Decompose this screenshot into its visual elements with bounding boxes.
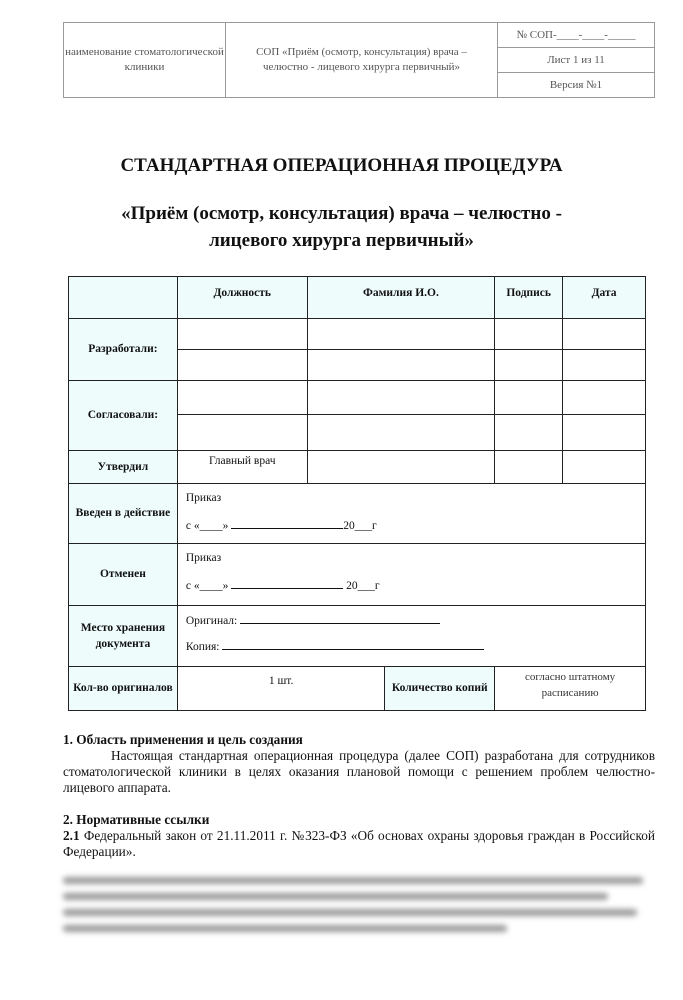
cell[interactable] xyxy=(177,415,307,451)
sop-number: № СОП-____-____-_____ xyxy=(498,23,655,48)
clinic-name: наименование стоматологической клиники xyxy=(64,23,226,98)
row-approved: Утвердил xyxy=(69,451,178,484)
cell[interactable] xyxy=(307,319,495,350)
cell[interactable] xyxy=(495,350,563,381)
approved-position: Главный врач xyxy=(177,451,307,484)
date-blank[interactable] xyxy=(231,578,343,589)
col-date: Дата xyxy=(563,277,646,319)
order-label: Приказ xyxy=(185,552,222,564)
cell[interactable] xyxy=(307,381,495,415)
cell[interactable] xyxy=(563,319,646,350)
cell[interactable] xyxy=(495,451,563,484)
col-position: Должность xyxy=(177,277,307,319)
original-label: Оригинал: xyxy=(185,615,238,627)
row-originals-count: Кол-во оригиналов xyxy=(69,667,178,711)
date-prefix: с «____» xyxy=(185,580,232,592)
row-enacted: Введен в действие xyxy=(69,484,178,544)
row-cancelled: Отменен xyxy=(69,544,178,606)
page-title: СТАНДАРТНАЯ ОПЕРАЦИОННАЯ ПРОЦЕДУРА xyxy=(120,155,563,176)
copy-label: Копия: xyxy=(185,641,220,653)
copy-field[interactable] xyxy=(222,639,484,650)
item-text: Федеральный закон от 21.11.2011 г. №323-ФЗ «Об основах охраны здоровья граждан в Российской Федерации». xyxy=(63,828,655,859)
sop-title: СОП «Приём (осмотр, консультация) врача – челюстно - лицевого хирурга первичный» xyxy=(226,23,498,98)
header-empty xyxy=(69,277,178,319)
approval-table xyxy=(68,276,646,711)
copies-count: согласно штатному расписанию xyxy=(495,667,646,711)
version: Версия №1 xyxy=(498,73,655,98)
cell[interactable] xyxy=(495,415,563,451)
blurred-content xyxy=(63,868,655,941)
cell[interactable] xyxy=(495,381,563,415)
section-heading: 2. Нормативные ссылки xyxy=(63,812,210,827)
sheet-number: Лист 1 из 11 xyxy=(498,48,655,73)
subtitle-line-2: лицевого хирурга первичный» xyxy=(209,230,474,251)
cell[interactable] xyxy=(563,381,646,415)
order-label: Приказ xyxy=(185,492,222,504)
document-header xyxy=(63,22,655,98)
cell[interactable] xyxy=(563,415,646,451)
cell[interactable] xyxy=(495,319,563,350)
cell[interactable] xyxy=(177,350,307,381)
section-text: Настоящая стандартная операционная процедура (далее СОП) разработана для сотрудников стоматологической клиники в целях оказания плановой помощи с решением проблем челюстно-лицевого аппарата. xyxy=(63,748,655,795)
row-storage: Место хранения документа xyxy=(69,606,178,667)
cell[interactable] xyxy=(177,319,307,350)
cell[interactable] xyxy=(307,415,495,451)
date-blank[interactable] xyxy=(231,518,343,529)
cell[interactable] xyxy=(177,381,307,415)
section-item xyxy=(63,828,655,860)
cell[interactable] xyxy=(563,350,646,381)
section-heading: 1. Область применения и цель создания xyxy=(63,732,303,747)
originals-count: 1 шт. xyxy=(177,667,384,711)
col-signature: Подпись xyxy=(495,277,563,319)
date-year: 20___г xyxy=(346,580,380,592)
copies-count-label: Количество копий xyxy=(385,667,495,711)
item-number: 2.1 xyxy=(63,828,80,843)
row-agreed: Согласовали: xyxy=(69,381,178,451)
cell[interactable] xyxy=(307,451,495,484)
original-field[interactable] xyxy=(240,613,440,624)
document-body xyxy=(63,732,655,860)
date-year: 20___г xyxy=(343,520,377,532)
col-name: Фамилия И.О. xyxy=(307,277,495,319)
page-subtitle xyxy=(0,200,683,254)
subtitle-line-1: «Приём (осмотр, консультация) врача – челюстно - xyxy=(121,203,562,224)
row-developed: Разработали: xyxy=(69,319,178,381)
cell[interactable] xyxy=(307,350,495,381)
cell[interactable] xyxy=(563,451,646,484)
date-prefix: с «____» xyxy=(185,520,232,532)
